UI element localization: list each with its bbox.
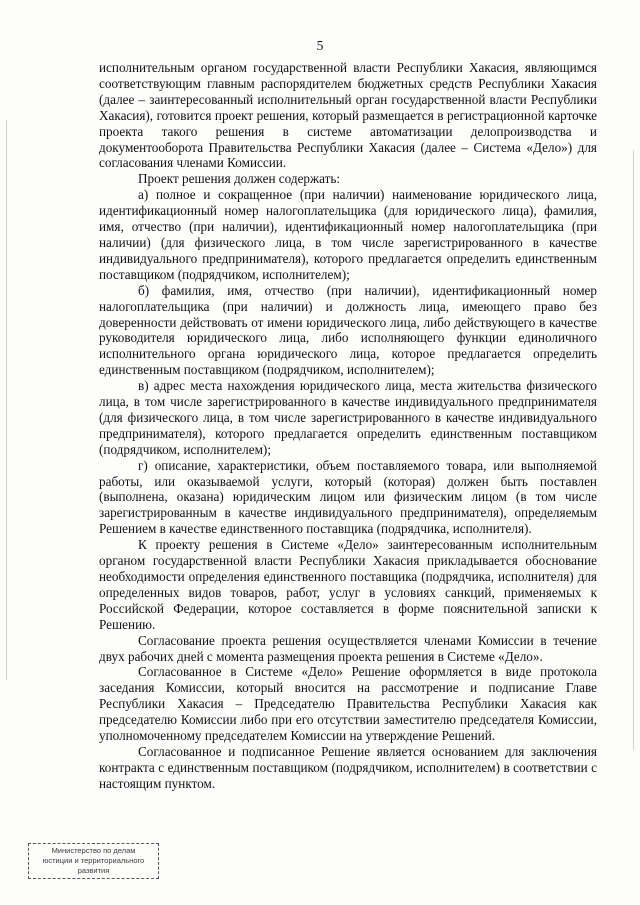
paragraph-justification: К проекту решения в Системе «Дело» заинтересованным исполнительным органом государственной власти Республики Хакасия прикладывается обоснование необходимости определения единственного поставщика (подрядчика, исполнителя) для определенных видов товаров, работ, услуг в условиях санкций, применяемых к Российской Федерации, которое составляется в форме пояснительной записки к Решению. — [99, 537, 597, 632]
scan-edge-right — [633, 150, 634, 750]
paragraph-item-b: б) фамилия, имя, отчество (при наличии), идентификационный номер налогоплательщика (при наличии) и должность лица, имеющего право без доверенности действовать от имени юридического лица, либо действующего в качестве руководителя юридического лица, либо исполняющего функции единоличного исполнительного органа юридического лица, которое предлагается определить единственным поставщиком (подрядчиком, исполнителем); — [99, 282, 597, 378]
paragraph-content-heading: Проект решения должен содержать: — [138, 171, 341, 187]
paragraph-contract-basis: Согласованное и подписанное Решение является основанием для заключения контракта с единственным поставщиком (подрядчиком, исполнителем) в соответствии с настоящим пунктом. — [99, 743, 597, 791]
stamp-line-3: развития — [77, 866, 110, 875]
stamp-line-1: Министерство по делам — [51, 846, 136, 855]
scan-edge-left — [6, 120, 7, 680]
paragraph-intro: исполнительным органом государственной власти Республики Хакасия, являющимся соответствующим главным распорядителем бюджетных средств Республики Хакасия (далее – заинтересованный исполнительный орган государственной власти Республики Хакасия), готовится проект решения, который размещается в регистрационной карточке проекта такого решения в системе автоматизации делопроизводства и документооборота Правительства Республики Хакасия (далее – Система «Дело») для согласования членами Комиссии. — [99, 60, 597, 171]
registration-stamp — [28, 843, 159, 879]
paragraph-item-g: г) описание, характеристики, объем поставляемого товара, или выполняемой работы, или оказываемой услуги, который (которая) должен быть поставлен (выполнена, оказана) юридическим лицом или физическим лицом (в том числе зарегистрированным в качестве индивидуального предпринимателя), определяемым Решением в качестве единственного поставщика (подрядчика, исполнителя). — [99, 457, 597, 537]
paragraph-item-v: в) адрес места нахождения юридического лица, места жительства физического лица, в том числе зарегистрированного в качестве индивидуального предпринимателя (для физического лица, в том числе зарегистрированного в качестве индивидуального предпринимателя), которого предлагается определить единственным поставщиком (подрядчиком, исполнителем); — [99, 378, 597, 457]
paragraph-protocol: Согласованное в Системе «Дело» Решение оформляется в виде протокола заседания Комиссии, который вносится на рассмотрение и подписание Главе Республики Хакасия – Председателю Правительства Республики Хакасия как председателю Комиссии либо при его отсутствии заместителю председателя Комиссии, уполномоченному председателем Комиссии на утверждение Решений. — [99, 664, 597, 744]
stamp-line-2: юстиции и территориального — [42, 856, 145, 865]
document-body — [99, 60, 597, 792]
page-number: 5 — [316, 38, 324, 53]
paragraph-item-a: а) полное и сокращенное (при наличии) наименование юридического лица, идентификационный номер налогоплательщика (для юридического лица), фамилия, имя, отчество (при наличии), идентификационный номер налогоплательщика (при наличии) (для физического лица, в том числе зарегистрированного в качестве индивидуального предпринимателя), которого предлагается определить единственным поставщиком (подрядчиком, исполнителем); — [99, 187, 597, 282]
paragraph-approval-period: Согласование проекта решения осуществляется членами Комиссии в течение двух рабочих дней с момента размещения проекта решения в Системе «Дело». — [99, 632, 597, 664]
